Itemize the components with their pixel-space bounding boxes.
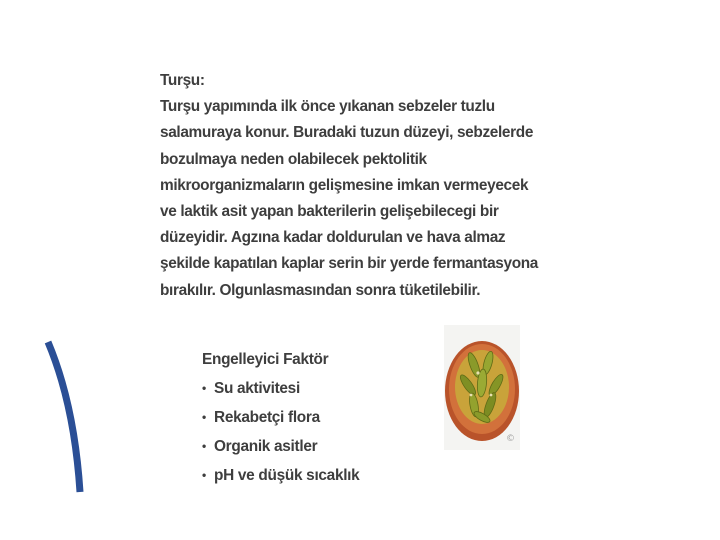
pickle-bowl-image — [444, 325, 520, 450]
bullet-icon: • — [202, 439, 206, 453]
bullet-icon: • — [202, 381, 206, 395]
paragraph-line: ve laktik asit yapan bakterilerin gelişebilecegi bir — [160, 203, 499, 221]
factor-label: Rekabetçi flora — [214, 409, 320, 426]
inhibitory-factors — [202, 345, 442, 490]
factor-label: Organik asitler — [214, 438, 318, 455]
main-text-block — [160, 68, 550, 304]
factor-item — [202, 432, 442, 461]
paragraph-line: mikroorganizmaların gelişmesine imkan vermeyecek — [160, 176, 529, 194]
factors-list — [202, 374, 442, 490]
factor-item — [202, 374, 442, 403]
paragraph-line: bozulmaya neden olabilecek pektolitik — [160, 150, 427, 168]
paragraph-line: şekilde kapatılan kaplar serin bir yerde fermantasyona — [160, 255, 539, 273]
copyright-mark: © — [506, 434, 515, 444]
heading: Turşu: — [160, 72, 205, 89]
bullet-icon: • — [202, 410, 206, 424]
paragraph-line: bırakılır. Olgunlasmasından sonra tüketilebilir. — [160, 281, 481, 299]
factor-item — [202, 461, 442, 490]
paragraph-line: düzeyidir. Agzına kadar doldurulan ve hava almaz — [160, 229, 506, 247]
factor-item — [202, 403, 442, 432]
bullet-icon: • — [202, 468, 206, 482]
paragraph-line: Turşu yapımında ilk önce yıkanan sebzeler tuzlu — [160, 98, 495, 116]
factor-label: Su aktivitesi — [214, 380, 300, 397]
paragraph-line: salamuraya konur. Buradaki tuzun düzeyi, sebzelerde — [160, 124, 534, 142]
factor-label: pH ve düşük sıcaklık — [214, 467, 360, 484]
factors-title: Engelleyici Faktör — [202, 351, 329, 368]
